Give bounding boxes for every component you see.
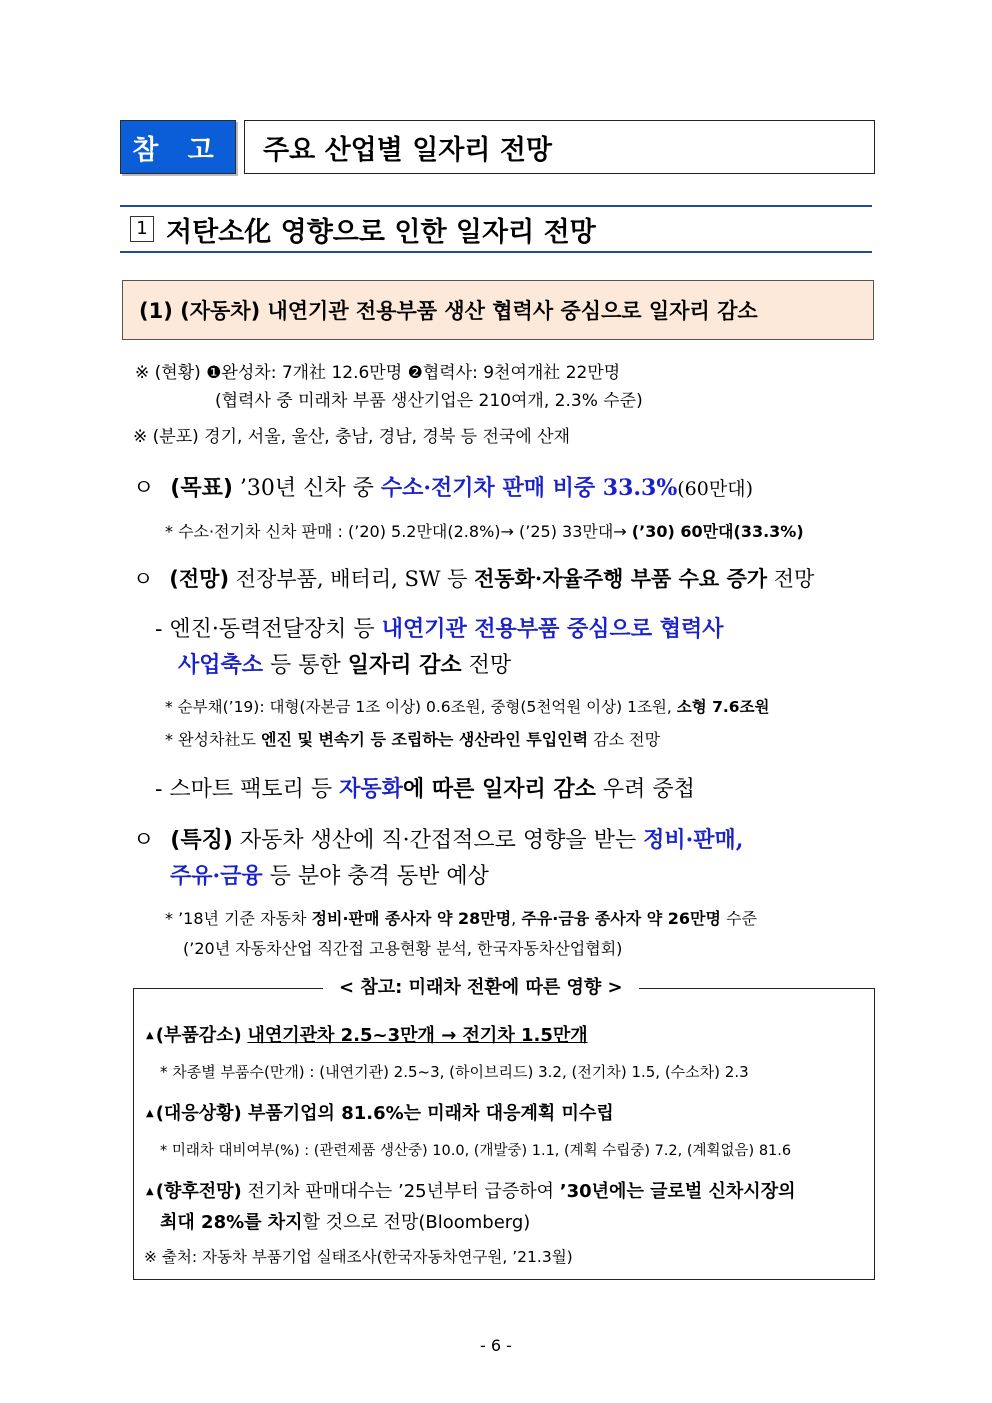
panel-item-2 (146, 1099, 614, 1125)
status-suppliers: 협력사: 9천여개社 22만명 (422, 363, 621, 383)
panel-source: ※ 출처: 자동차 부품기업 실태조사(한국자동차연구원, ’21.3월) (144, 1248, 573, 1266)
circled-one: ❶ (206, 363, 222, 383)
feature-label: (특징) (170, 828, 233, 853)
goal-line (133, 471, 753, 502)
outlook-dash-1 (155, 612, 723, 643)
note-bold-1: 정비·판매 종사자 약 28만명 (311, 909, 512, 928)
feature-line (133, 823, 743, 854)
dash-highlight: 자동화 (339, 776, 403, 802)
panel-item-bold: ’30년에는 글로벌 신차시장의 (559, 1181, 796, 1202)
section-title: 저탄소化 영향으로 인한 일자리 전망 (166, 216, 596, 248)
section-heading (120, 205, 872, 253)
outlook-tail: 전망 (767, 567, 815, 591)
note-tail: 수준 (720, 909, 757, 928)
panel-item-3-cont (160, 1208, 530, 1234)
triangle-icon: ▲ (146, 1108, 154, 1119)
page-title: 주요 산업별 일자리 전망 (244, 120, 875, 174)
feature-note (165, 906, 757, 929)
outlook-text: 전장부품, 배터리, SW 등 (229, 567, 475, 591)
panel-item-tail: 할 것으로 전망(Bloomberg) (302, 1212, 531, 1233)
panel-note-2: * 미래차 대비여부(%) : (관련제품 생산중) 10.0, (개발중) 1.1, (계획 수립중) 7.2, (계획없음) 81.6 (160, 1143, 792, 1159)
note-sep: , (511, 909, 522, 928)
panel-item-label: (향후전망) (155, 1181, 242, 1202)
dash-text: - 스마트 팩토리 등 (155, 777, 340, 802)
dash-bold: 에 따른 일자리 감소 (402, 776, 596, 802)
panel-note-1: * 차종별 부품수(만개) : (내연기관) 2.5~3, (하이브리드) 3.2, (전기차) 1.5, (수소차) 2.3 (160, 1063, 749, 1081)
status-line-1 (135, 358, 620, 383)
note-tail: 감소 전망 (588, 730, 661, 749)
outlook-dash-2 (155, 772, 695, 803)
feature-tail: 등 분야 충격 동반 예상 (262, 864, 489, 889)
feature-highlight: 정비·판매, (643, 827, 744, 853)
panel-item-text: 부품기업의 81.6%는 미래차 대응계획 미수립 (241, 1103, 614, 1124)
dash-text: - 엔진·동력전달장치 등 (155, 617, 382, 642)
circled-two: ❷ (407, 363, 423, 383)
panel-item-text: 전기차 판매대수는 ’25년부터 급증하여 (241, 1181, 560, 1202)
feature-note-source: (’20년 자동차산업 직간접 고용현황 분석, 한국자동차산업협회) (183, 939, 623, 958)
outlook-note-2 (165, 727, 660, 750)
page-number: - 6 - (480, 1336, 512, 1355)
status-line-3: ※ (분포) 경기, 서울, 울산, 충남, 경남, 경북 등 전국에 산재 (133, 427, 571, 447)
goal-label: (목표) (170, 476, 233, 501)
dash-text-2: 등 통한 (263, 653, 348, 678)
outlook-dash-1-cont (178, 648, 511, 679)
goal-note-text: * 수소·전기차 신차 판매 : (’20) 5.2만대(2.8%)→ (’25) 33만대→ (165, 522, 632, 541)
dash-highlight-2: 사업축소 (178, 652, 264, 678)
note-text: * 완성차社도 (165, 730, 261, 749)
outlook-line (133, 563, 814, 593)
subsection-heading: (1) (자동차) 내연기관 전용부품 생산 협력사 중심으로 일자리 감소 (122, 280, 874, 340)
goal-highlight: 수소·전기차 판매 비중 33.3% (380, 475, 678, 501)
outlook-bold: 전동화·자율주행 부품 수요 증가 (474, 566, 768, 591)
panel-item-3 (146, 1177, 795, 1203)
note-bold: 엔진 및 변속기 등 조립하는 생산라인 투입인력 (261, 730, 589, 749)
status-prefix: ※ (현황) (135, 363, 207, 383)
goal-note-bold: (’30) 60만대(33.3%) (631, 522, 804, 541)
goal-note (165, 519, 804, 542)
panel-item-1 (146, 1021, 588, 1047)
panel-item-bold-2: 최대 28%를 차지 (160, 1212, 303, 1233)
dash-tail: 우려 중첩 (595, 777, 695, 802)
feature-highlight-2: 주유·금융 (170, 863, 263, 889)
triangle-icon: ▲ (146, 1030, 154, 1041)
dash-bold: 일자리 감소 (347, 652, 462, 678)
bullet: ㅇ (133, 476, 155, 501)
outlook-label: (전망) (169, 567, 230, 591)
section-number: 1 (130, 216, 154, 242)
bullet: ㅇ (133, 567, 154, 591)
note-bold: 소형 7.6조원 (676, 698, 770, 716)
feature-line-cont (170, 859, 489, 890)
status-automaker: 완성차: 7개社 12.6만명 (221, 363, 408, 383)
reference-tag: 참 고 (120, 120, 236, 174)
outlook-note-1 (165, 695, 770, 717)
feature-text: 자동차 생산에 직·간접적으로 영향을 받는 (232, 828, 644, 853)
note-text: * ’18년 기준 자동차 (165, 909, 312, 928)
dash-highlight: 내연기관 전용부품 중심으로 협력사 (381, 616, 724, 642)
panel-item-label: (대응상황) (155, 1103, 242, 1124)
triangle-icon: ▲ (146, 1186, 154, 1197)
panel-item-text: 내연기관차 2.5~3만개 → 전기차 1.5만개 (247, 1025, 588, 1046)
note-bold-2: 주유·금융 종사자 약 26만명 (521, 909, 721, 928)
goal-units: (60만대) (677, 478, 753, 500)
bullet: ㅇ (133, 828, 155, 853)
goal-text: ’30년 신차 중 (232, 476, 381, 501)
dash-tail: 전망 (461, 653, 512, 678)
status-line-2: (협력사 중 미래차 부품 생산기업은 210여개, 2.3% 수준) (215, 391, 643, 411)
panel-title: < 참고: 미래차 전환에 따른 영향 > (323, 973, 639, 999)
panel-item-label: (부품감소) (155, 1025, 242, 1046)
note-text: * 순부채(’19): 대형(자본금 1조 이상) 0.6조원, 중형(5천억원 이상) 1조원, (165, 698, 677, 716)
